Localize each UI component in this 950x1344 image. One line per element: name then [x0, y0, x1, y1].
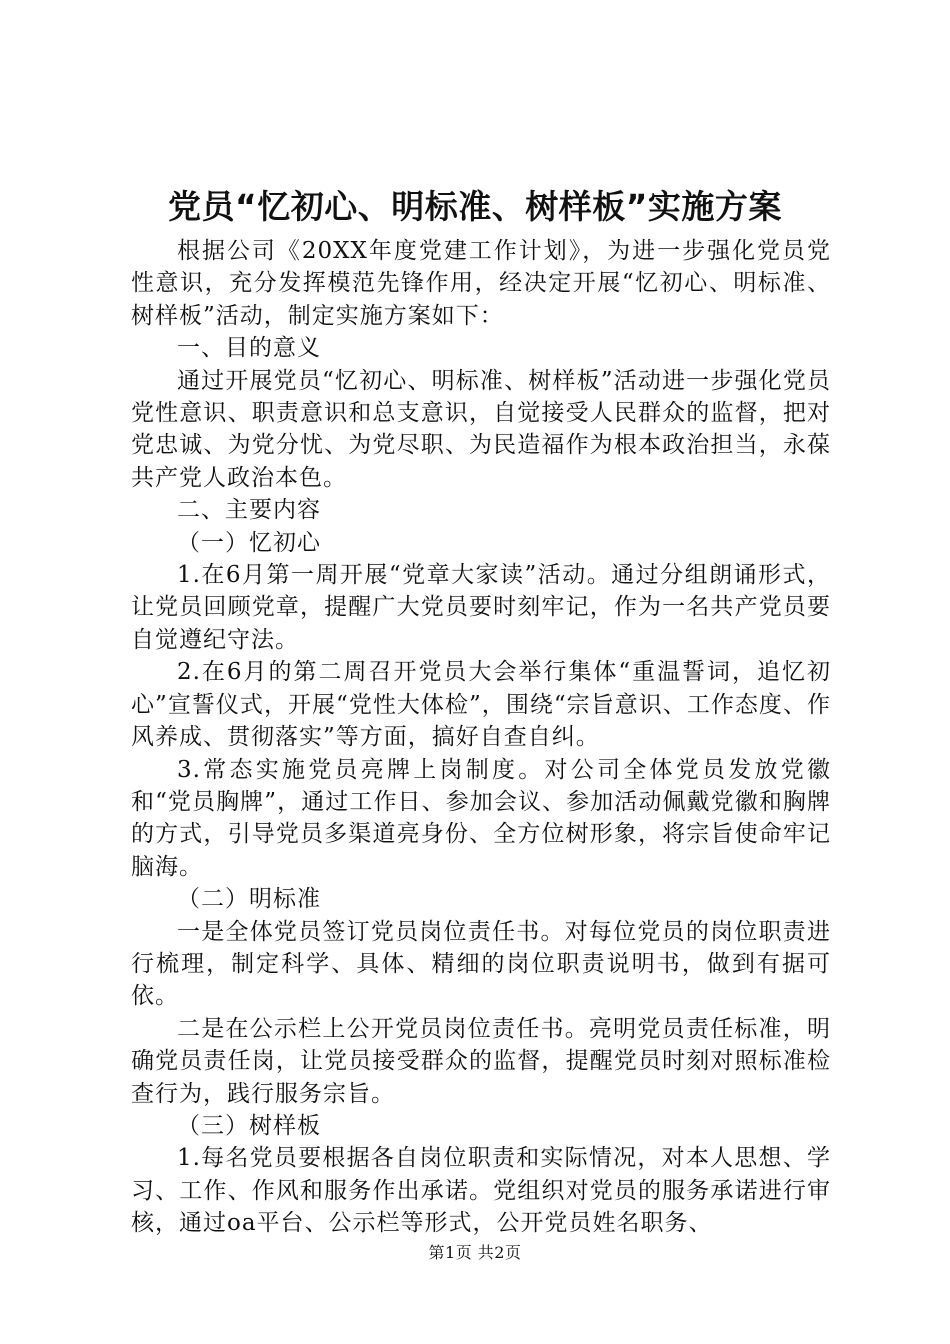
- list-item-paragraph: 1.在6月第一周开展“党章大家读”活动。通过分组朗诵形式，让党员回顾党章，提醒广大党员要时刻牢记，作为一名共产党员要自觉遵纪守法。: [131, 562, 831, 653]
- page-number-footer: 第1页 共2页: [428, 1243, 522, 1262]
- list-item-paragraph: 2.在6月的第二周召开党员大会举行集体“重温誓词，追忆初心”宣誓仪式，开展“党性大体检”，围绕“宗旨意识、工作态度、作风养成、贯彻落实”等方面，搞好自查自纠。: [131, 659, 831, 751]
- subsection-heading-models: （三）树样板: [177, 1112, 321, 1139]
- purpose-paragraph: 通过开展党员“忆初心、明标准、树样板”活动进一步强化党员党性意识、职责意识和总支意识，自觉接受人民群众的监督，把对党忠诚、为党分忧、为党尽职、为民造福作为根本政治担当，永葆共产党人政治本色。: [131, 367, 831, 491]
- list-item-paragraph: 3.常态实施党员亮牌上岗制度。对公司全体党员发放党徽和“党员胸牌”，通过工作日、参加会议、参加活动佩戴党徽和胸牌的方式，引导党员多渠道亮身份、全方位树形象，将宗旨使命牢记脑海。: [131, 756, 831, 880]
- document-title: 党员“忆初心、明标准、树样板”实施方案: [168, 187, 782, 226]
- subsection-heading-remember: （一）忆初心: [177, 529, 321, 556]
- subsection-heading-standards: （二）明标准: [177, 886, 321, 913]
- list-item-paragraph: 一是全体党员签订党员岗位责任书。对每位党员的岗位职责进行梳理，制定科学、具体、精细的岗位职责说明书，做到有据可依。: [131, 918, 831, 1010]
- list-item-paragraph: 二是在公示栏上公开党员岗位责任书。亮明党员责任标准，明确党员责任岗，让党员接受群众的监督，提醒党员时刻对照标准检查行为，践行服务宗旨。: [131, 1015, 831, 1107]
- document-body: [131, 235, 831, 1240]
- list-item-paragraph: 1.每名党员要根据各自岗位职责和实际情况，对本人思想、学习、工作、作风和服务作出承诺。党组织对党员的服务承诺进行审核，通过oa平台、公示栏等形式，公开党员姓名职务、: [131, 1145, 831, 1237]
- section-heading-content: 二、主要内容: [177, 497, 321, 524]
- intro-paragraph: 根据公司《20XX年度党建工作计划》，为进一步强化党员党性意识，充分发挥模范先锋作用，经决定开展“忆初心、明标准、树样板”活动，制定实施方案如下：: [131, 238, 831, 329]
- section-heading-purpose: 一、目的意义: [177, 335, 321, 362]
